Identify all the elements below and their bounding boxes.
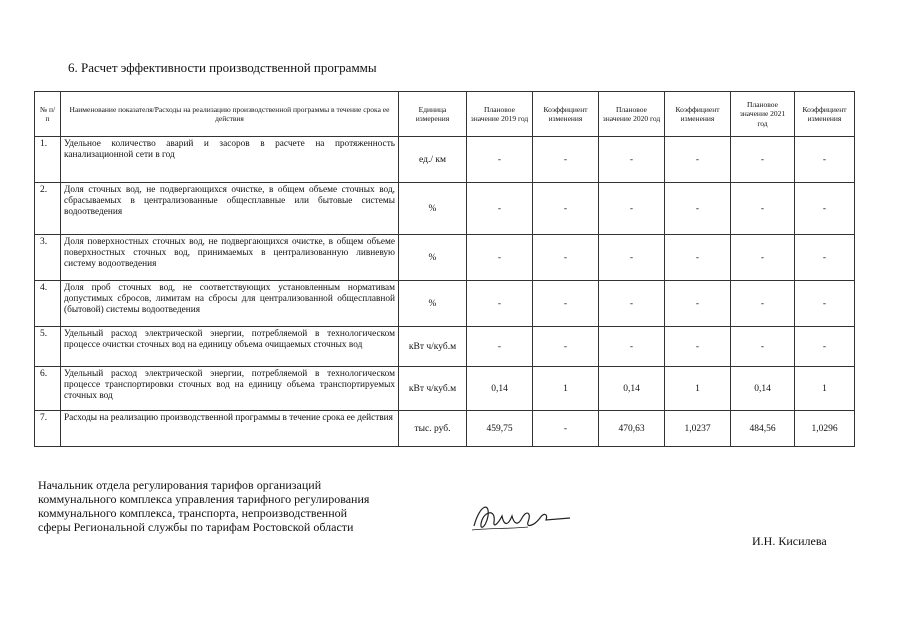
header-plan-2019: Плановое значение 2019 год bbox=[467, 92, 533, 137]
row-name: Доля проб сточных вод, не соответствующих установленным нормативам допустимых сбросов, лимитам на сбросы для централизованной общесплавной (бытовой) системы водоотведения bbox=[61, 281, 399, 327]
row-name: Удельный расход электрической энергии, потребляемой в технологическом процессе очистки сточных вод на единицу объема очищаемых сточных вод bbox=[61, 327, 399, 367]
plan-2020-value: - bbox=[599, 327, 665, 367]
plan-2021-value: - bbox=[731, 235, 795, 281]
plan-2019-value: - bbox=[467, 327, 533, 367]
row-unit: кВт ч/куб.м bbox=[399, 327, 467, 367]
row-number: 6. bbox=[35, 367, 61, 411]
coef-2020-value: 1,0237 bbox=[665, 411, 731, 447]
coef-2020-value: - bbox=[665, 235, 731, 281]
plan-2020-value: 0,14 bbox=[599, 367, 665, 411]
header-name: Наименование показателя/Расходы на реализацию производственной программы в течение срока ее действия bbox=[61, 92, 399, 137]
plan-2020-value: 470,63 bbox=[599, 411, 665, 447]
header-coef-2021: Коэффициент изменения bbox=[795, 92, 855, 137]
plan-2020-value: - bbox=[599, 137, 665, 183]
header-unit: Единица измерения bbox=[399, 92, 467, 137]
section-title: 6. Расчет эффективности производственной программы bbox=[68, 60, 377, 75]
coef-2020-value: 1 bbox=[665, 367, 731, 411]
header-plan-2020: Плановое значение 2020 год bbox=[599, 92, 665, 137]
row-number: 4. bbox=[35, 281, 61, 327]
coef-2020-value: - bbox=[665, 327, 731, 367]
row-unit: ед./ км bbox=[399, 137, 467, 183]
coef-2021-value: 1 bbox=[795, 367, 855, 411]
coef-2019-value: - bbox=[533, 411, 599, 447]
plan-2021-value: - bbox=[731, 327, 795, 367]
row-number: 3. bbox=[35, 235, 61, 281]
coef-2019-value: - bbox=[533, 281, 599, 327]
plan-2021-value: - bbox=[731, 281, 795, 327]
coef-2020-value: - bbox=[665, 183, 731, 235]
coef-2020-value: - bbox=[665, 281, 731, 327]
plan-2019-value: - bbox=[467, 137, 533, 183]
coef-2021-value: 1,0296 bbox=[795, 411, 855, 447]
table-row bbox=[35, 137, 855, 183]
row-unit: % bbox=[399, 235, 467, 281]
table-row bbox=[35, 281, 855, 327]
plan-2021-value: - bbox=[731, 137, 795, 183]
plan-2019-value: - bbox=[467, 235, 533, 281]
coef-2019-value: - bbox=[533, 327, 599, 367]
efficiency-table bbox=[34, 91, 855, 447]
plan-2019-value: 0,14 bbox=[467, 367, 533, 411]
plan-2019-value: - bbox=[467, 281, 533, 327]
handwritten-signature bbox=[468, 498, 578, 538]
row-name: Расходы на реализацию производственной программы в течение срока ее действия bbox=[61, 411, 399, 447]
row-name: Доля сточных вод, не подвергающихся очистке, в общем объеме сточных вод, сбрасываемых в централизованные общесплавные или бытовые системы водоотведения bbox=[61, 183, 399, 235]
coef-2020-value: - bbox=[665, 137, 731, 183]
coef-2019-value: - bbox=[533, 235, 599, 281]
plan-2020-value: - bbox=[599, 281, 665, 327]
coef-2019-value: 1 bbox=[533, 367, 599, 411]
row-name: Удельный расход электрической энергии, потребляемой в технологическом процессе транспортировки сточных вод на единицу объема транспортируемых сточных вод bbox=[61, 367, 399, 411]
row-unit: кВт ч/куб.м bbox=[399, 367, 467, 411]
signatory-position: Начальник отдела регулирования тарифов организаций коммунального комплекса управления тарифного регулирования коммунального комплекса, транспорта, непроизводственной сферы Региональной службы по тарифам Ростовской области bbox=[38, 478, 370, 534]
plan-2020-value: - bbox=[599, 235, 665, 281]
coef-2021-value: - bbox=[795, 137, 855, 183]
table-row bbox=[35, 183, 855, 235]
header-coef-2020: Коэффициент изменения bbox=[665, 92, 731, 137]
header-coef-2019: Коэффициент изменения bbox=[533, 92, 599, 137]
coef-2019-value: - bbox=[533, 183, 599, 235]
plan-2021-value: 0,14 bbox=[731, 367, 795, 411]
row-unit: % bbox=[399, 183, 467, 235]
table-row bbox=[35, 235, 855, 281]
signer-name: И.Н. Кисилева bbox=[752, 534, 827, 548]
table-header-row bbox=[35, 92, 855, 137]
row-number: 1. bbox=[35, 137, 61, 183]
header-plan-2021: Плановое значение 2021 год bbox=[731, 92, 795, 137]
plan-2019-value: - bbox=[467, 183, 533, 235]
row-name: Доля поверхностных сточных вод, не подвергающихся очистке, в общем объеме поверхностных сточных вод, принимаемых в централизованную ливневую систему водоотведения bbox=[61, 235, 399, 281]
row-unit: тыс. руб. bbox=[399, 411, 467, 447]
coef-2021-value: - bbox=[795, 327, 855, 367]
coef-2019-value: - bbox=[533, 137, 599, 183]
row-number: 2. bbox=[35, 183, 61, 235]
plan-2020-value: - bbox=[599, 183, 665, 235]
table-row bbox=[35, 411, 855, 447]
plan-2019-value: 459,75 bbox=[467, 411, 533, 447]
row-number: 5. bbox=[35, 327, 61, 367]
table-row bbox=[35, 367, 855, 411]
row-name: Удельное количество аварий и засоров в расчете на протяженность канализационной сети в год bbox=[61, 137, 399, 183]
coef-2021-value: - bbox=[795, 183, 855, 235]
coef-2021-value: - bbox=[795, 235, 855, 281]
plan-2021-value: 484,56 bbox=[731, 411, 795, 447]
row-number: 7. bbox=[35, 411, 61, 447]
row-unit: % bbox=[399, 281, 467, 327]
header-num: № п/п bbox=[35, 92, 61, 137]
plan-2021-value: - bbox=[731, 183, 795, 235]
coef-2021-value: - bbox=[795, 281, 855, 327]
table-row bbox=[35, 327, 855, 367]
